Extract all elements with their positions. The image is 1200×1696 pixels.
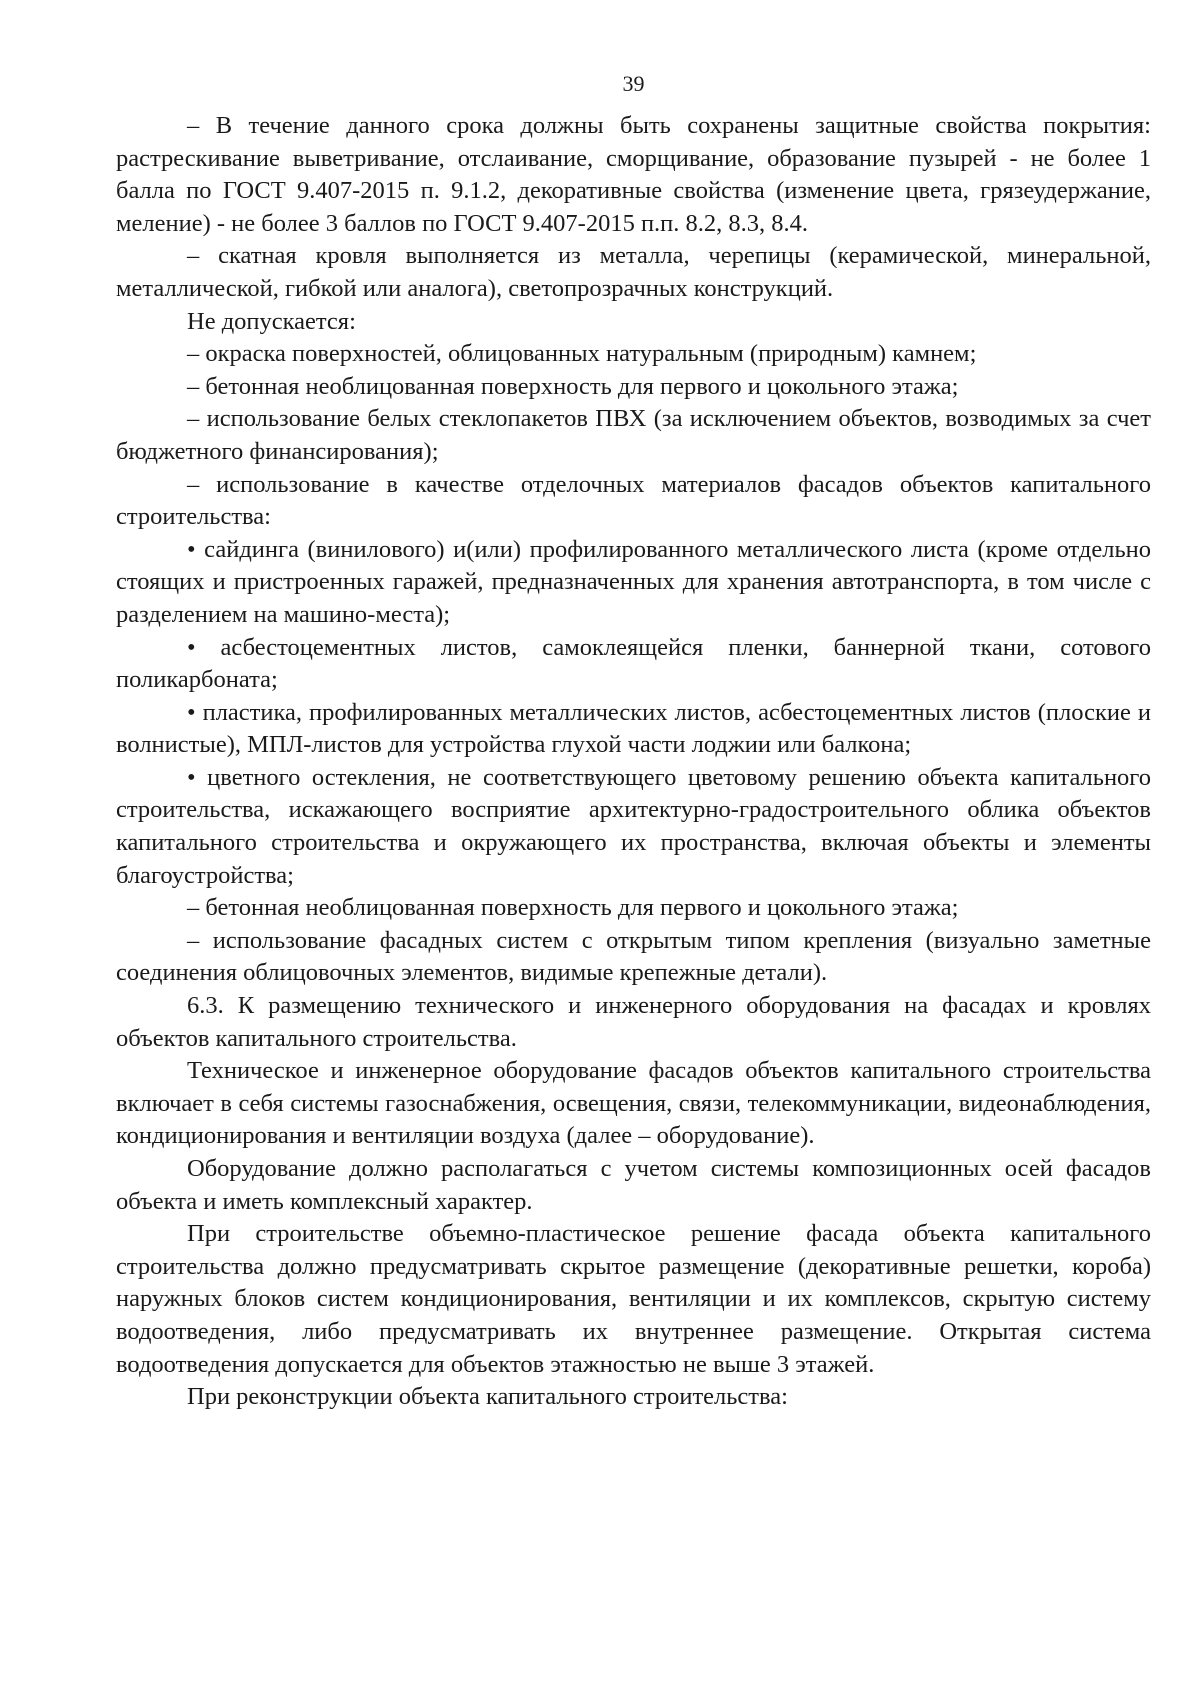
bullet-item-plastic: • пластика, профилированных металлических листов, асбестоцементных листов (плоские и волнистые), МПЛ-листов для устройства глухой части лоджии или балкона; [116,698,1151,759]
paragraph-section-6-3: 6.3. К размещению технического и инженерного оборудования на фасадах и кровлях объектов капитального строительства. [116,992,1151,1052]
document-page [116,68,1151,1414]
list-item-white-pvc: – использование белых стеклопакетов ПВХ (за исключением объектов, возводимых за счет бюджетного финансирования); [116,405,1151,465]
paragraph-reconstruction: При реконструкции объекта капитального строительства: [187,1383,788,1411]
bullet-item-colored-glazing: • цветного остекления, не соответствующего цветовому решению объекта капитального строительства, искажающего восприятие архитектурно-градостроительного облика объектов капитального строительства и окружающего их пространства, включая объекты и элементы благоустройства; [116,763,1151,889]
page-number: 39 [622,71,645,96]
paragraph-equipment-placement: Оборудование должно располагаться с учетом системы композиционных осей фасадов объекта и иметь комплексный характер. [116,1155,1151,1215]
bullet-item-siding: • сайдинга (винилового) и(или) профилированного металлического листа (кроме отдельно стоящих и пристроенных гаражей, предназначенных для хранения автотранспорта, в том числе с разделением на машино-места); [116,535,1151,628]
list-item-open-facade-systems: – использование фасадных систем с открытым типом крепления (визуально заметные соединения облицовочных элементов, видимые крепежные детали). [116,926,1151,987]
paragraph-not-allowed-heading: Не допускается: [187,307,356,335]
bullet-item-asbestos-sheets: • асбестоцементных листов, самоклеящейся пленки, баннерной ткани, сотового поликарбоната; [116,633,1151,694]
paragraph-protective-properties: – В течение данного срока должны быть сохранены защитные свойства покрытия: растрескивание выветривание, отслаивание, сморщивание, образование пузырей - не более 1 балла по ГОСТ 9.407-2015 п. 9.1.2, декоративные свойства (изменение цвета, грязеудержание, меление) - не более 3 баллов по ГОСТ 9.407-2015 п.п. 8.2, 8.3, 8.4. [116,112,1151,237]
paragraph-construction-rules: При строительстве объемно-пластическое решение фасада объекта капитального строительства должно предусматривать скрытое размещение (декоративные решетки, короба) наружных блоков систем кондиционирования, вентиляции и их комплексов, скрытую систему водоотведения, либо предусматривать их внутреннее размещение. Открытая система водоотведения допускается для объектов этажностью не выше 3 этажей. [116,1220,1151,1378]
paragraph-equipment-definition: Техническое и инженерное оборудование фасадов объектов капитального строительства включает в себя системы газоснабжения, освещения, связи, телекоммуникации, видеонаблюдения, кондиционирования и вентиляции воздуха (далее – оборудование). [116,1057,1151,1150]
list-item-finishing-materials: – использование в качестве отделочных материалов фасадов объектов капитального строительства: [116,470,1151,531]
list-item-painting-stone: – окраска поверхностей, облицованных натуральным (природным) камнем; [187,340,977,368]
paragraph-pitched-roof: – скатная кровля выполняется из металла, черепицы (керамической, минеральной, металлической, гибкой или аналога), светопрозрачных конструкций. [116,242,1151,302]
list-item-concrete-surface-repeat: – бетонная необлицованная поверхность для первого и цокольного этажа; [187,894,959,922]
list-item-concrete-surface: – бетонная необлицованная поверхность для первого и цокольного этажа; [187,372,959,400]
